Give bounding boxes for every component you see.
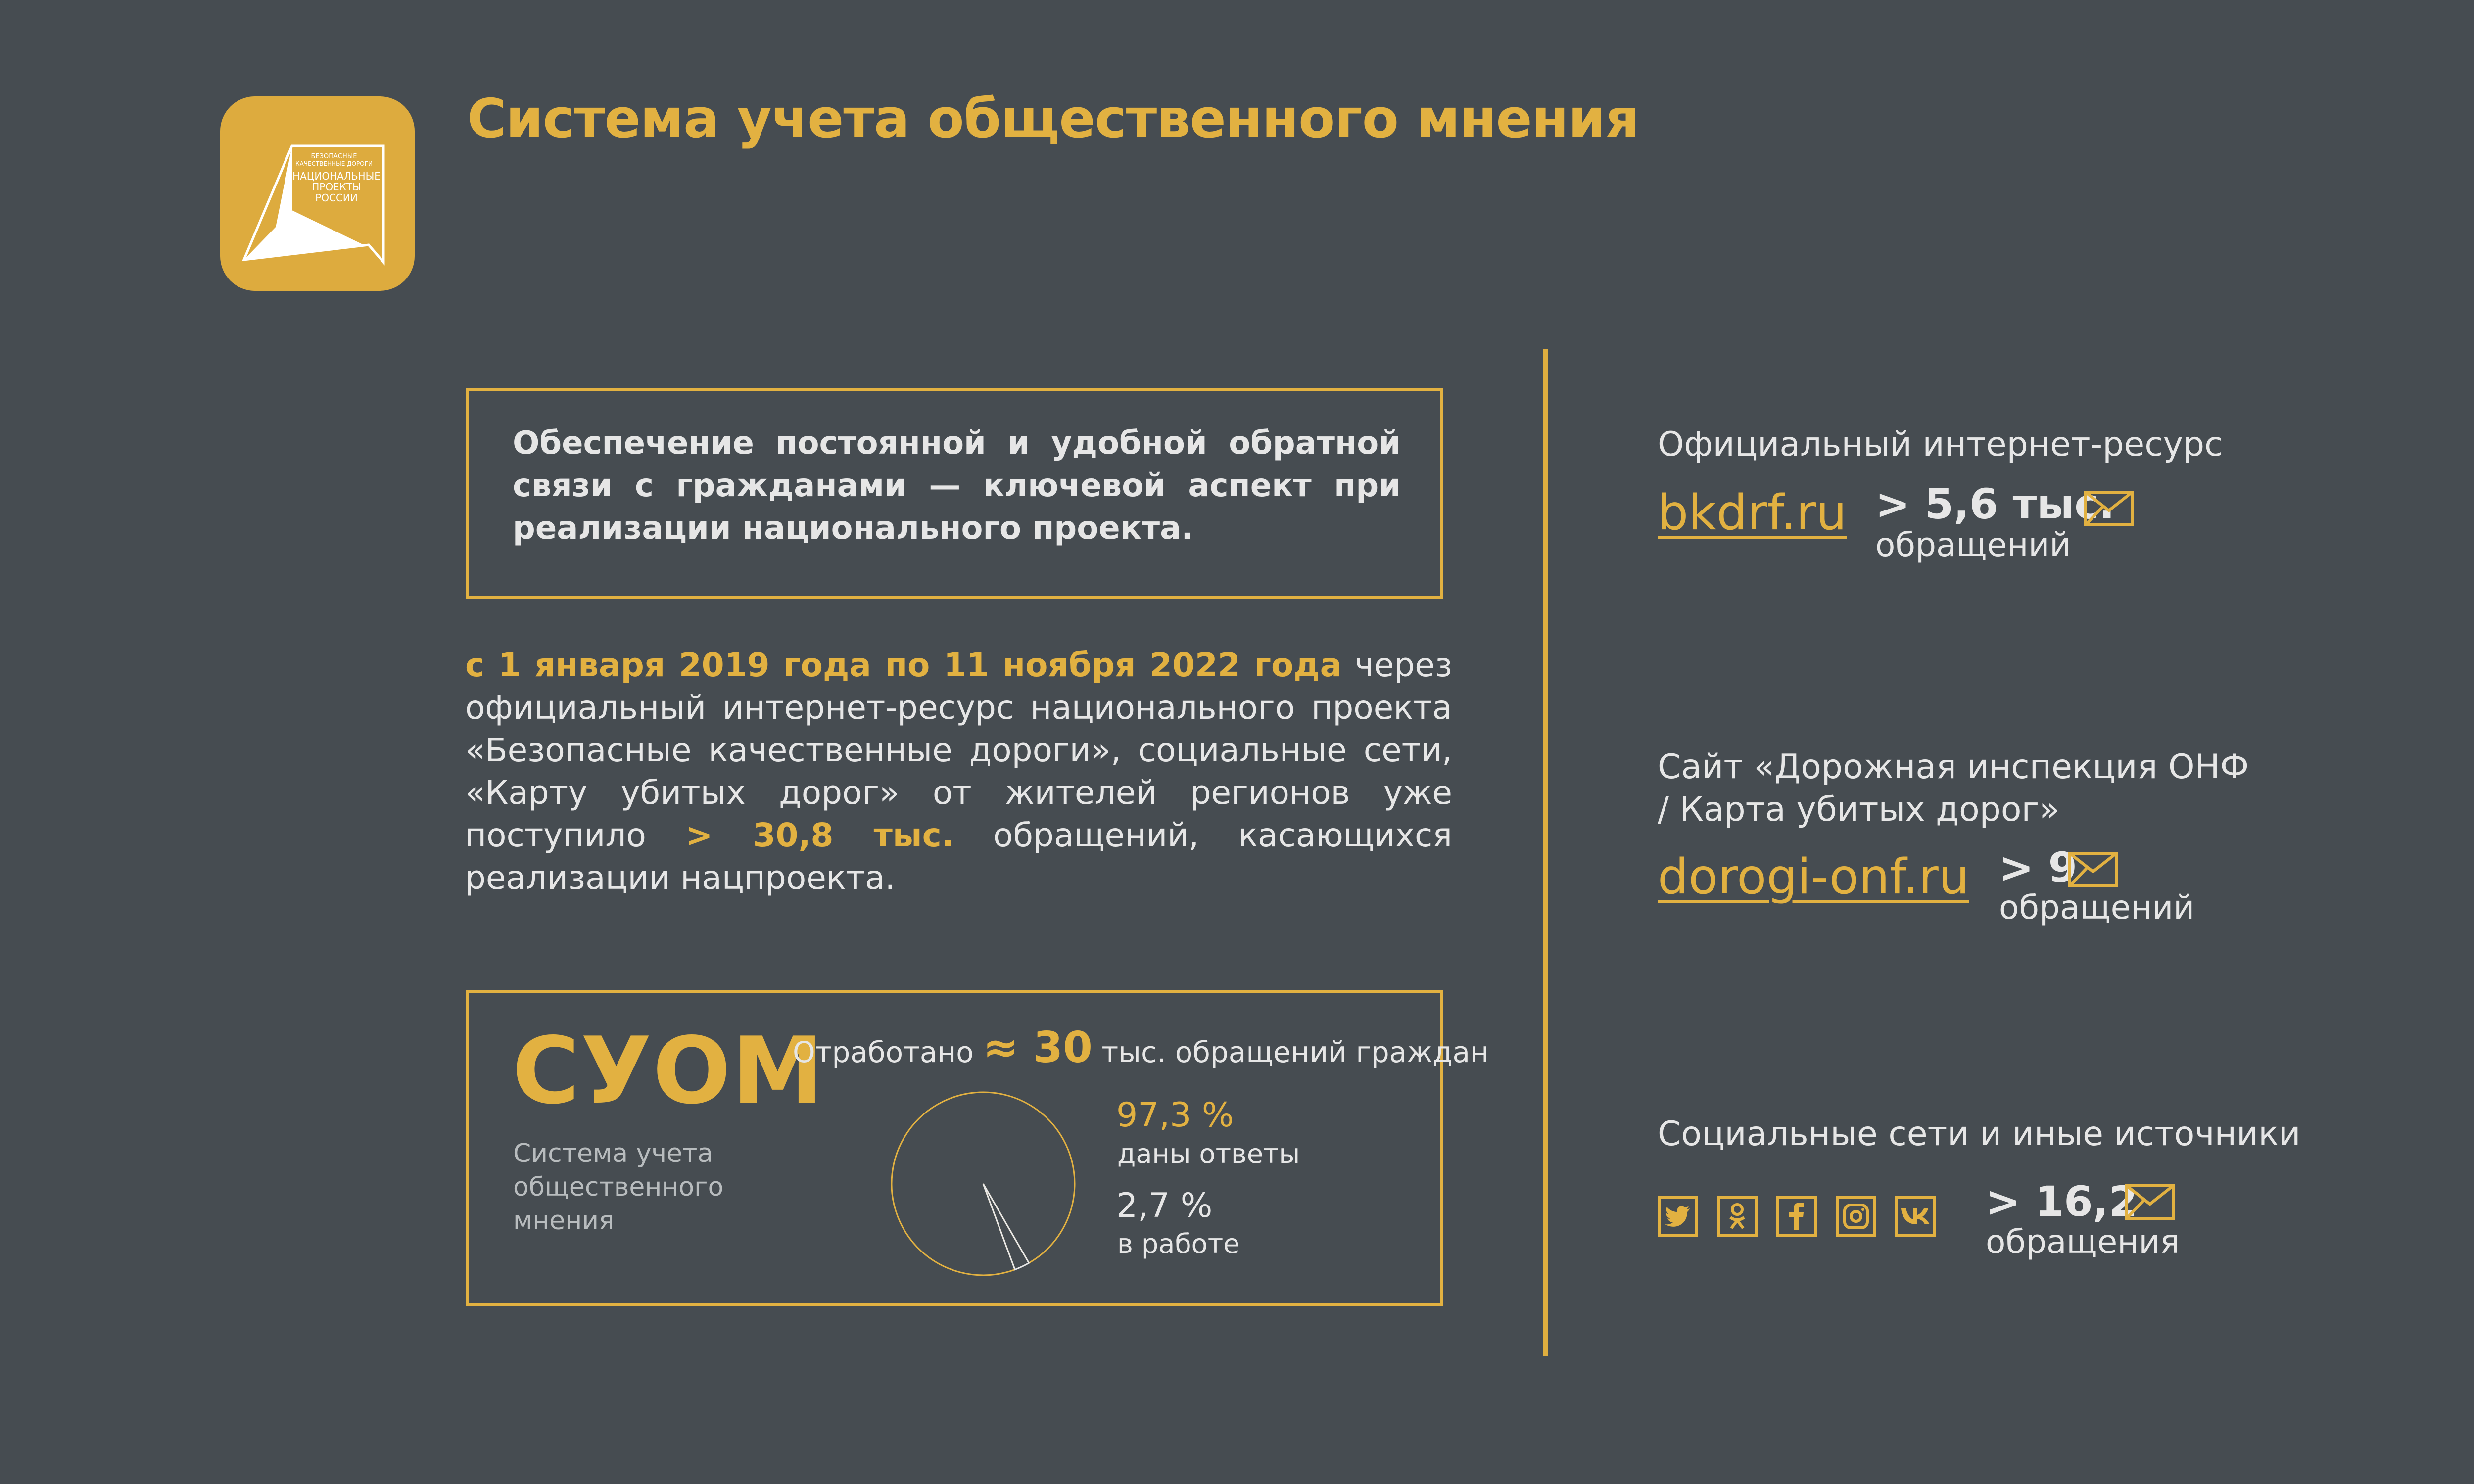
envelope-icon (2068, 852, 2118, 887)
in-work-label: в работе (1117, 1228, 1240, 1259)
intro-box (466, 388, 1443, 599)
worked-summary (793, 1023, 1489, 1072)
count-onf: > 9 (1999, 843, 2078, 892)
svg-text:БЕЗОПАСНЫЕ: БЕЗОПАСНЫЕ (311, 153, 357, 160)
suom-box (466, 990, 1489, 1306)
worked-prefix: Отработано (793, 1035, 974, 1069)
answered-label: даны ответы (1117, 1138, 1300, 1169)
facebook-icon[interactable] (1776, 1196, 1817, 1237)
count-official: > 5,6 тыс. (1875, 480, 2115, 528)
suom-description: Система учета общественного мнения (513, 1139, 724, 1236)
source-heading-official: Официальный интернет-ресурс (1658, 425, 2223, 464)
page-title: Система учета общественного мнения (467, 88, 1639, 150)
worked-suffix: тыс. обращений граждан (1101, 1035, 1489, 1069)
link-bkdrf[interactable]: bkdrf.ru (1658, 485, 1847, 541)
source-heading-onf-1: Сайт «Дорожная инспекция ОНФ (1658, 747, 2249, 787)
period-text: с 1 января 2019 года по 11 ноября 2022 года (465, 646, 1342, 684)
worked-value: ≈ 30 (983, 1023, 1093, 1072)
answers-pie-chart (887, 1087, 1080, 1280)
svg-text:НАЦИОНАЛЬНЫЕ: НАЦИОНАЛЬНЫЕ (292, 170, 381, 182)
envelope-icon (2084, 491, 2134, 526)
summary-paragraph (465, 644, 1452, 899)
paragraph-end: обращений, касающихся реализации нацпроекта. (465, 816, 1452, 897)
count-social-label: обращения (1986, 1223, 2180, 1261)
total-count: > 30,8 тыс. (685, 816, 954, 854)
count-official-label: обращений (1875, 526, 2071, 564)
vk-icon[interactable] (1895, 1196, 1936, 1237)
in-work-value: 2,7 % (1116, 1186, 1213, 1225)
count-onf-label: обращений (1999, 888, 2195, 927)
envelope-icon (2125, 1184, 2175, 1220)
social-icons (1658, 1196, 1936, 1237)
road-logo-icon (220, 96, 415, 291)
svg-text:КАЧЕСТВЕННЫЕ ДОРОГИ: КАЧЕСТВЕННЫЕ ДОРОГИ (295, 160, 373, 167)
twitter-icon[interactable] (1658, 1196, 1698, 1237)
svg-text:ПРОЕКТЫ: ПРОЕКТЫ (312, 181, 361, 193)
svg-text:РОССИИ: РОССИИ (315, 192, 358, 204)
suom-abbr: СУОМ (512, 1017, 825, 1124)
pie-slice-in-work (983, 1184, 1029, 1270)
source-heading-social: Социальные сети и иные источники (1658, 1114, 2301, 1154)
odnoklassniki-icon[interactable] (1717, 1196, 1758, 1237)
paragraph-middle: через официальный интернет-ресурс национального проекта «Безопасные качественные дороги», социальные сети, «Карту убитых дорог» от жителей регионов уже поступило (465, 646, 1452, 854)
source-heading-onf-2: / Карта убитых дорог» (1658, 790, 2060, 829)
project-logo (220, 96, 415, 291)
answered-value: 97,3 % (1116, 1096, 1234, 1135)
column-divider (1543, 349, 1548, 1356)
count-social: > 16,2 (1986, 1177, 2138, 1226)
link-dorogi-onf[interactable]: dorogi-onf.ru (1658, 849, 1969, 905)
instagram-icon[interactable] (1836, 1196, 1876, 1237)
intro-text: Обеспечение постоянной и удобной обратной связи с гражданами — ключевой аспект при реализации национального проекта. (513, 425, 1401, 547)
